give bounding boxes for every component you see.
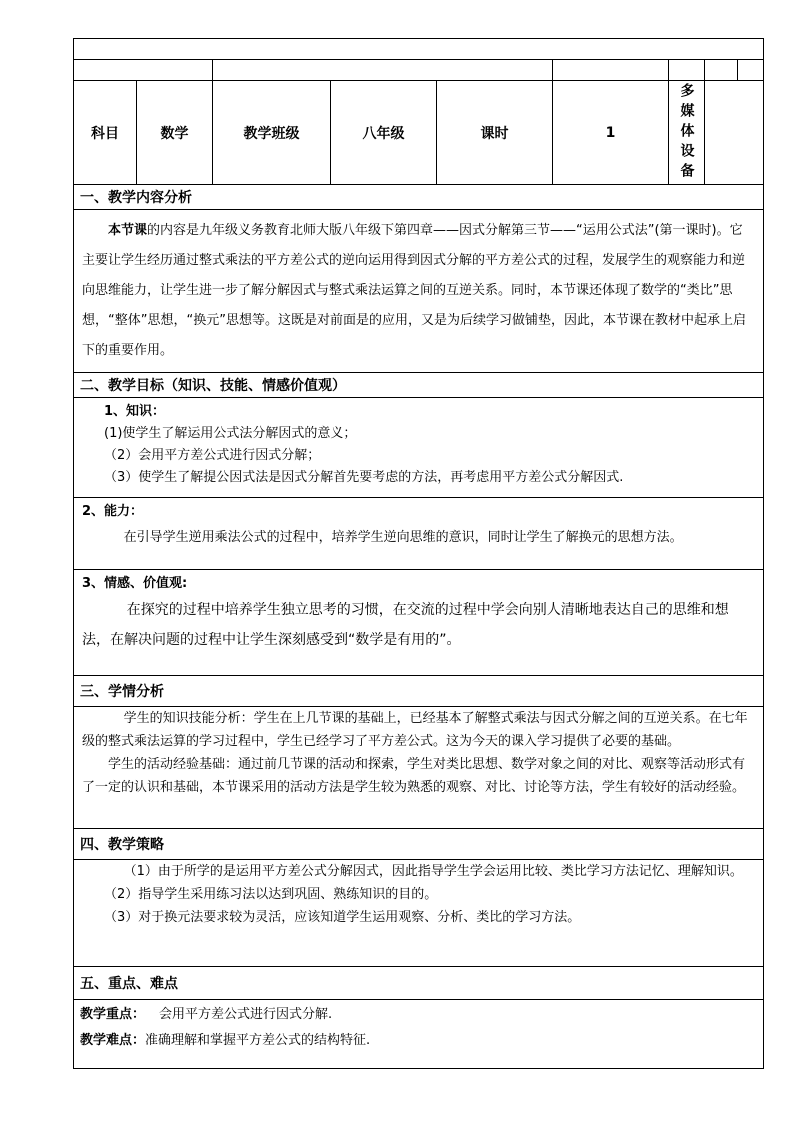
section4-title: 四、教学策略 (74, 829, 764, 860)
section5-title: 五、重点、难点 (74, 967, 764, 1000)
lesson-plan-table (73, 38, 764, 1069)
section4-title-row (74, 829, 764, 860)
class-value: 八年级 (331, 81, 437, 185)
section2-title-row (74, 373, 764, 398)
knowledge-title: 1、知识： (104, 404, 166, 419)
emotion-title: 3、情感、价值观: (82, 576, 188, 591)
ability-cell (74, 498, 764, 570)
period-value: 1 (553, 81, 669, 185)
period-label: 课时 (437, 81, 553, 185)
section5-body (74, 1000, 764, 1069)
emotion-cell (74, 570, 764, 676)
empty-cell (669, 60, 705, 81)
empty-cell (213, 60, 553, 81)
section3-p1: 学生的知识技能分析：学生在上几节课的基础上，已经基本了解整式乘法与因式分解之间的互逆关系。在七年级的整式乘法运算的学习过程中，学生已经学习了平方差公式。这为今天的课入学习提供了必要的基础。 (82, 711, 748, 749)
empty-row-grid (74, 60, 764, 81)
strategy-item-2: （2）指导学生采用练习法以达到巩固、熟练知识的目的。 (104, 887, 438, 902)
section1-text: 的内容是九年级义务教育北师大版八年级下第四章——因式分解第三节——“运用公式法”(第一课时)。它主要让学生经历通过整式乘法的平方差公式的逆向运用得到因式分解的平方差公式的过程，发展学生的观察能力和逆向思维能力，让学生进一步了解分解因式与整式乘法运算之间的互逆关系。同时，本节课还体现了数学的“类比”思想，“整体”思想，“换元”思想等。这既是对前面是的应用，又是为后续学习做铺垫，因此，本节课在教材中起承上启下的重要作用。 (82, 223, 746, 358)
class-label: 教学班级 (213, 81, 331, 185)
key-text: 会用平方差公式进行因式分解. (159, 1007, 333, 1022)
empty-cell (738, 60, 764, 81)
difficulty-text: 准确理解和掌握平方差公式的结构特征. (145, 1033, 371, 1048)
subject-label: 科目 (74, 81, 137, 185)
strategy-item-3: （3）对于换元法要求较为灵活，应该知道学生运用观察、分析、类比的学习方法。 (104, 910, 581, 925)
section2-title: 二、教学目标（知识、技能、情感价值观） (74, 373, 764, 398)
key-label: 教学重点： (80, 1007, 146, 1022)
ability-text: 在引导学生逆用乘法公式的过程中，培养学生逆向思维的意识，同时让学生了解换元的思想方法。 (123, 530, 683, 545)
difficulty-label: 教学难点： (80, 1033, 146, 1048)
empty-cell (74, 60, 213, 81)
section3-title-row (74, 676, 764, 707)
section2-ability-row (74, 498, 764, 570)
section5-body-row (74, 1000, 764, 1069)
section1-title-row (74, 185, 764, 210)
section2-emotion-row (74, 570, 764, 676)
section1-body (74, 210, 764, 373)
knowledge-item-1: (1)使学生了解运用公式法分解因式的意义； (104, 426, 357, 441)
section3-body-row (74, 707, 764, 829)
media-label-cell (669, 81, 705, 185)
section3-title: 三、学情分析 (74, 676, 764, 707)
empty-cell (553, 60, 669, 81)
knowledge-item-3: （3）使学生了解提公因式法是因式分解首先要考虑的方法，再考虑用平方差公式分解因式. (104, 470, 624, 485)
section3-p2: 学生的活动经验基础：通过前几节课的活动和探索，学生对类比思想、数学对象之间的对比、观察等活动形式有了一定的认识和基础，本节课采用的活动方法是学生较为熟悉的观察、对比、讨论等方法，学生有较好的活动经验。 (82, 757, 746, 795)
section4-body-row (74, 860, 764, 967)
section4-body (74, 860, 764, 967)
knowledge-item-2: （2）会用平方差公式进行因式分解； (104, 448, 321, 463)
section1-lead: 本节课 (108, 223, 148, 238)
section3-body (74, 707, 764, 829)
section2-knowledge-row (74, 398, 764, 498)
emotion-text: 在探究的过程中培养学生独立思考的习惯，在交流的过程中学会向别人清晰地表达自己的思维和想法，在解决问题的过程中让学生深刻感受到“数学是有用的”。 (82, 602, 729, 648)
subject-value: 数学 (137, 81, 213, 185)
section1-body-row (74, 210, 764, 373)
section1-title: 一、教学内容分析 (74, 185, 764, 210)
knowledge-cell (74, 398, 764, 498)
lesson-plan-sheet (73, 38, 763, 1069)
media-label: 多媒体设备 (678, 82, 695, 183)
header-row (74, 81, 764, 185)
strategy-item-1: （1）由于所学的是运用平方差公式分解因式，因此指导学生学会运用比较、类比学习方法记忆、理解知识。 (123, 864, 743, 879)
media-value (705, 81, 764, 185)
empty-cell (74, 39, 764, 60)
empty-cell (705, 60, 738, 81)
section5-title-row (74, 967, 764, 1000)
ability-title: 2、能力： (82, 504, 144, 519)
empty-row-top (74, 39, 764, 60)
